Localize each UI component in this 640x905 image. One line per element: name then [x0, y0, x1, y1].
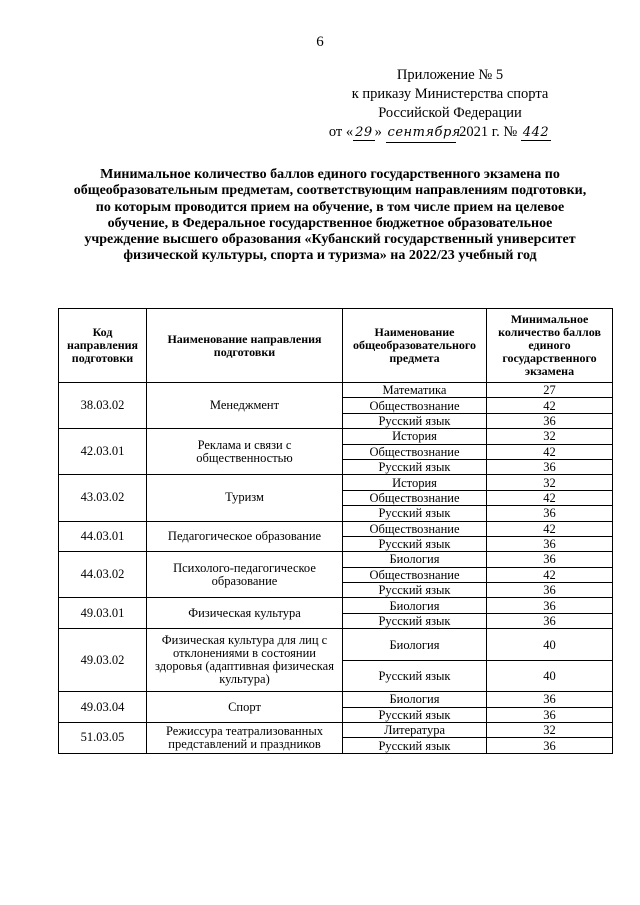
order-month: сентября: [386, 123, 456, 143]
table-row: [59, 598, 613, 613]
subject-name: Биология: [343, 692, 487, 707]
min-score: 27: [487, 383, 613, 398]
direction-code: 49.03.02: [59, 629, 147, 692]
subject-name: Русский язык: [343, 459, 487, 474]
table-row: [59, 629, 613, 661]
min-score: 36: [487, 506, 613, 521]
direction-name: Режиссура театрализованных представлений и праздников: [147, 723, 343, 754]
direction-code: 49.03.04: [59, 692, 147, 723]
subject-name: Обществознание: [343, 444, 487, 459]
subject-name: Биология: [343, 552, 487, 567]
page-number: 6: [316, 34, 324, 50]
min-score: 42: [487, 398, 613, 413]
min-score: 36: [487, 583, 613, 598]
subject-name: Математика: [343, 383, 487, 398]
subject-name: История: [343, 429, 487, 444]
direction-name: Педагогическое образование: [147, 521, 343, 552]
order-year: 2021 г. №: [459, 124, 518, 140]
min-score: 40: [487, 660, 613, 692]
min-score: 36: [487, 413, 613, 428]
min-score: 42: [487, 490, 613, 505]
header-subject: Наименование общеобразовательного предмета: [343, 309, 487, 383]
direction-code: 42.03.01: [59, 429, 147, 475]
order-prefix: от «: [328, 124, 354, 140]
direction-code: 44.03.01: [59, 521, 147, 552]
order-date-line: [290, 123, 590, 143]
min-score: 36: [487, 459, 613, 474]
subject-name: Обществознание: [343, 567, 487, 582]
min-score: 36: [487, 536, 613, 551]
subject-name: Русский язык: [343, 413, 487, 428]
appendix-header: [300, 66, 600, 143]
table-row: [59, 429, 613, 444]
table-row: [59, 521, 613, 536]
subject-name: Литература: [343, 723, 487, 738]
order-number: 442: [522, 125, 550, 140]
subject-name: Русский язык: [343, 506, 487, 521]
min-score: 36: [487, 738, 613, 753]
min-score: 42: [487, 567, 613, 582]
direction-code: 44.03.02: [59, 552, 147, 598]
subject-name: Биология: [343, 598, 487, 613]
direction-code: 43.03.02: [59, 475, 147, 521]
order-day: 29: [355, 125, 373, 140]
min-score: 42: [487, 444, 613, 459]
subject-name: Русский язык: [343, 536, 487, 551]
subject-name: Обществознание: [343, 398, 487, 413]
direction-name: Физическая культура: [147, 598, 343, 629]
direction-code: 49.03.01: [59, 598, 147, 629]
table-row: [59, 475, 613, 490]
subject-name: Русский язык: [343, 738, 487, 753]
header-code: Код направления подготовки: [59, 309, 147, 383]
document-title: Минимальное количество баллов единого государственного экзамена по общеобразовательным предметам, соответствующим направлениям подготовки, по которым проводится прием на обучение, в том числе прием на целевое обучение, в Федеральное государственное бюджетное образовательное учреждение высшего образования «Кубанский государственный университет физической культуры, спорта и туризма» на 2022/23 учебный год: [73, 167, 587, 264]
header-direction: Наименование направления подготовки: [147, 309, 343, 383]
direction-name: Менеджмент: [147, 383, 343, 429]
min-score: 32: [487, 723, 613, 738]
exam-scores-table: [58, 308, 613, 754]
appendix-ministry: Российской Федерации: [378, 105, 522, 121]
table-body: [59, 383, 613, 754]
subject-name: Обществознание: [343, 521, 487, 536]
subject-name: Русский язык: [343, 660, 487, 692]
table-header-row: [59, 309, 613, 383]
appendix-order-ref: к приказу Министерства спорта: [351, 86, 549, 102]
direction-name: Реклама и связи с общественностью: [147, 429, 343, 475]
subject-name: Обществознание: [343, 490, 487, 505]
min-score: 32: [487, 475, 613, 490]
header-min-score: Минимальное количество баллов единого государственного экзамена: [487, 309, 613, 383]
subject-name: Русский язык: [343, 707, 487, 722]
subject-name: Русский язык: [343, 613, 487, 628]
min-score: 36: [487, 613, 613, 628]
table-row: [59, 552, 613, 567]
min-score: 40: [487, 629, 613, 661]
subject-name: История: [343, 475, 487, 490]
appendix-title: Приложение № 5: [396, 67, 504, 83]
direction-code: 38.03.02: [59, 383, 147, 429]
direction-name: Спорт: [147, 692, 343, 723]
direction-code: 51.03.05: [59, 723, 147, 754]
direction-name: Физическая культура для лиц с отклонениями в состоянии здоровья (адаптивная физическая культура): [147, 629, 343, 692]
min-score: 36: [487, 598, 613, 613]
subject-name: Биология: [343, 629, 487, 661]
table-row: [59, 692, 613, 707]
subject-name: Русский язык: [343, 583, 487, 598]
table-row: [59, 383, 613, 398]
direction-name: Психолого-педагогическое образование: [147, 552, 343, 598]
min-score: 42: [487, 521, 613, 536]
table-row: [59, 723, 613, 738]
min-score: 36: [487, 692, 613, 707]
min-score: 32: [487, 429, 613, 444]
order-mid: »: [374, 124, 382, 140]
min-score: 36: [487, 552, 613, 567]
min-score: 36: [487, 707, 613, 722]
direction-name: Туризм: [147, 475, 343, 521]
